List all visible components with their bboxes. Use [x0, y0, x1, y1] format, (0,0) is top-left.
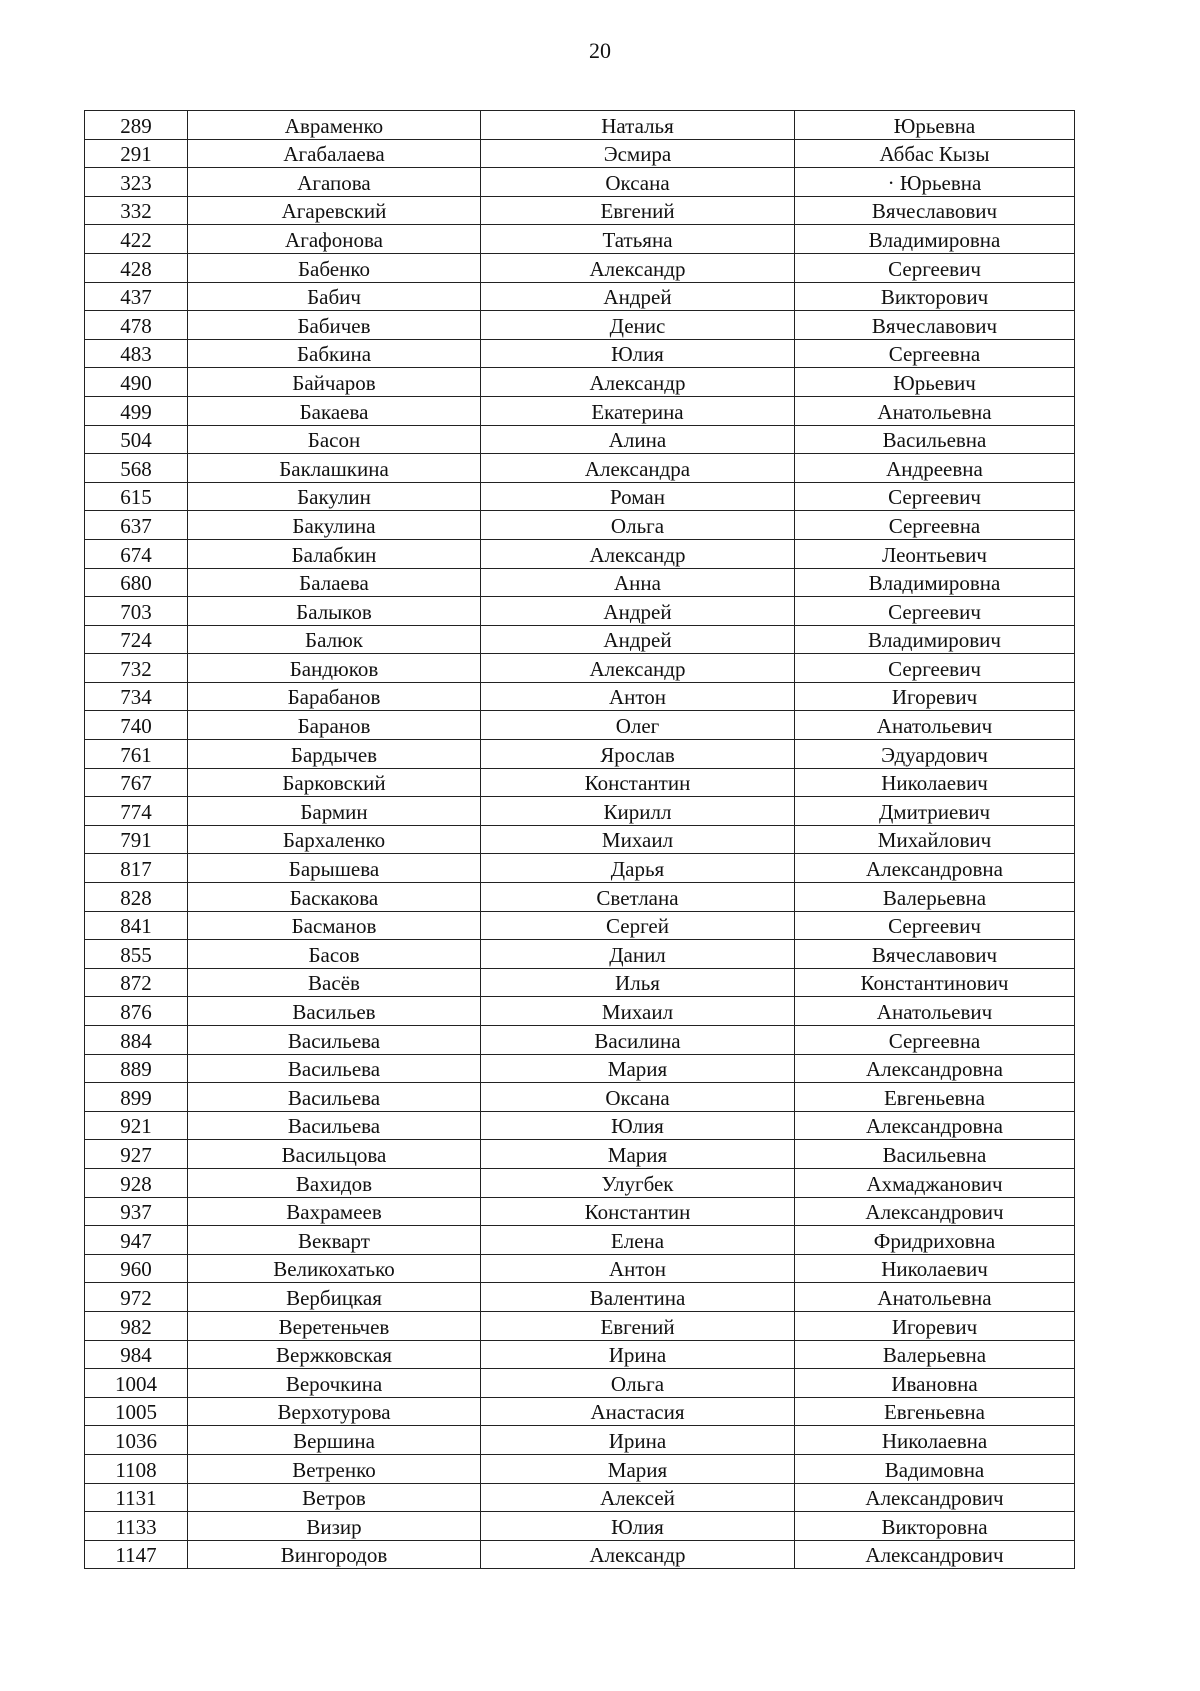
row-number-cell: 774 [85, 797, 188, 826]
row-number-cell: 921 [85, 1111, 188, 1140]
first-name-cell: Михаил [481, 997, 795, 1026]
patronymic-cell: Сергеевна [795, 339, 1075, 368]
patronymic-cell: Сергеевич [795, 253, 1075, 282]
first-name-cell: Эсмира [481, 139, 795, 168]
row-number-cell: 1005 [85, 1397, 188, 1426]
patronymic-cell: Вячеславович [795, 196, 1075, 225]
last-name-cell: Васильев [188, 997, 481, 1026]
row-number-cell: 984 [85, 1340, 188, 1369]
last-name-cell: Балабкин [188, 539, 481, 568]
row-number-cell: 437 [85, 282, 188, 311]
last-name-cell: Баскакова [188, 883, 481, 912]
first-name-cell: Мария [481, 1054, 795, 1083]
last-name-cell: Бардычев [188, 740, 481, 769]
row-number-cell: 791 [85, 825, 188, 854]
first-name-cell: Константин [481, 1197, 795, 1226]
table-row [85, 625, 1075, 654]
row-number-cell: 499 [85, 396, 188, 425]
patronymic-cell: Николаевич [795, 1254, 1075, 1283]
patronymic-cell: Валерьевна [795, 1340, 1075, 1369]
patronymic-cell: Анатольевич [795, 711, 1075, 740]
table-row [85, 339, 1075, 368]
table-row [85, 1426, 1075, 1455]
first-name-cell: Мария [481, 1140, 795, 1169]
last-name-cell: Бармин [188, 797, 481, 826]
table-row [85, 1311, 1075, 1340]
last-name-cell: Барковский [188, 768, 481, 797]
patronymic-cell: Александрович [795, 1540, 1075, 1569]
first-name-cell: Алексей [481, 1483, 795, 1512]
last-name-cell: Агабалаева [188, 139, 481, 168]
last-name-cell: Великохатько [188, 1254, 481, 1283]
table-row [85, 597, 1075, 626]
row-number-cell: 428 [85, 253, 188, 282]
row-number-cell: 289 [85, 111, 188, 140]
last-name-cell: Васильева [188, 1054, 481, 1083]
row-number-cell: 703 [85, 597, 188, 626]
row-number-cell: 680 [85, 568, 188, 597]
row-number-cell: 817 [85, 854, 188, 883]
table-row [85, 425, 1075, 454]
patronymic-cell: Анатольевич [795, 997, 1075, 1026]
patronymic-cell: Валерьевна [795, 883, 1075, 912]
patronymic-cell: Юрьевич [795, 368, 1075, 397]
table-row [85, 139, 1075, 168]
last-name-cell: Балаева [188, 568, 481, 597]
patronymic-cell: Вячеславович [795, 940, 1075, 969]
first-name-cell: Юлия [481, 339, 795, 368]
first-name-cell: Сергей [481, 911, 795, 940]
table-row [85, 454, 1075, 483]
last-name-cell: Балыков [188, 597, 481, 626]
first-name-cell: Дарья [481, 854, 795, 883]
patronymic-cell: Михайлович [795, 825, 1075, 854]
page-number: 20 [589, 38, 611, 63]
last-name-cell: Балюк [188, 625, 481, 654]
row-number-cell: 732 [85, 654, 188, 683]
last-name-cell: Агафонова [188, 225, 481, 254]
patronymic-cell: Игоревич [795, 682, 1075, 711]
first-name-cell: Андрей [481, 625, 795, 654]
roster-table-body [85, 111, 1075, 1569]
patronymic-cell: Александровна [795, 854, 1075, 883]
first-name-cell: Александр [481, 1540, 795, 1569]
first-name-cell: Андрей [481, 597, 795, 626]
patronymic-cell: Васильевна [795, 1140, 1075, 1169]
table-row [85, 883, 1075, 912]
first-name-cell: Кирилл [481, 797, 795, 826]
last-name-cell: Баранов [188, 711, 481, 740]
patronymic-cell: Сергеевна [795, 1026, 1075, 1055]
last-name-cell: Авраменко [188, 111, 481, 140]
patronymic-cell: Александровна [795, 1111, 1075, 1140]
row-number-cell: 504 [85, 425, 188, 454]
row-number-cell: 1004 [85, 1369, 188, 1398]
table-row [85, 1083, 1075, 1112]
row-number-cell: 972 [85, 1283, 188, 1312]
last-name-cell: Вержковская [188, 1340, 481, 1369]
row-number-cell: 724 [85, 625, 188, 654]
patronymic-cell: Игоревич [795, 1311, 1075, 1340]
table-row [85, 1226, 1075, 1255]
first-name-cell: Оксана [481, 1083, 795, 1112]
row-number-cell: 734 [85, 682, 188, 711]
row-number-cell: 490 [85, 368, 188, 397]
first-name-cell: Александр [481, 253, 795, 282]
last-name-cell: Бабичев [188, 311, 481, 340]
last-name-cell: Вахидов [188, 1168, 481, 1197]
last-name-cell: Барабанов [188, 682, 481, 711]
last-name-cell: Васильцова [188, 1140, 481, 1169]
table-row [85, 1026, 1075, 1055]
roster-table [84, 110, 1075, 1569]
row-number-cell: 889 [85, 1054, 188, 1083]
row-number-cell: 872 [85, 968, 188, 997]
row-number-cell: 291 [85, 139, 188, 168]
row-number-cell: 828 [85, 883, 188, 912]
last-name-cell: Бакаева [188, 396, 481, 425]
table-row [85, 1168, 1075, 1197]
table-row [85, 1140, 1075, 1169]
table-row [85, 396, 1075, 425]
row-number-cell: 876 [85, 997, 188, 1026]
last-name-cell: Верочкина [188, 1369, 481, 1398]
first-name-cell: Елена [481, 1226, 795, 1255]
patronymic-cell: Анатольевна [795, 396, 1075, 425]
patronymic-cell: Леонтьевич [795, 539, 1075, 568]
table-row [85, 1111, 1075, 1140]
row-number-cell: 674 [85, 539, 188, 568]
table-row [85, 854, 1075, 883]
table-row [85, 968, 1075, 997]
last-name-cell: Вербицкая [188, 1283, 481, 1312]
table-row [85, 1254, 1075, 1283]
first-name-cell: Евгений [481, 196, 795, 225]
patronymic-cell: · Юрьевна [795, 168, 1075, 197]
first-name-cell: Ольга [481, 511, 795, 540]
last-name-cell: Вингородов [188, 1540, 481, 1569]
table-row [85, 196, 1075, 225]
patronymic-cell: Вячеславович [795, 311, 1075, 340]
last-name-cell: Визир [188, 1512, 481, 1541]
last-name-cell: Ветров [188, 1483, 481, 1512]
table-row [85, 1369, 1075, 1398]
first-name-cell: Андрей [481, 282, 795, 311]
patronymic-cell: Александровна [795, 1054, 1075, 1083]
row-number-cell: 1108 [85, 1454, 188, 1483]
patronymic-cell: Викторовна [795, 1512, 1075, 1541]
table-row [85, 1540, 1075, 1569]
patronymic-cell: Сергеевич [795, 911, 1075, 940]
first-name-cell: Ирина [481, 1426, 795, 1455]
patronymic-cell: Владимировна [795, 568, 1075, 597]
table-row [85, 940, 1075, 969]
row-number-cell: 332 [85, 196, 188, 225]
table-row [85, 1483, 1075, 1512]
last-name-cell: Вахрамеев [188, 1197, 481, 1226]
row-number-cell: 855 [85, 940, 188, 969]
table-row [85, 825, 1075, 854]
patronymic-cell: Александрович [795, 1197, 1075, 1226]
row-number-cell: 1131 [85, 1483, 188, 1512]
last-name-cell: Байчаров [188, 368, 481, 397]
patronymic-cell: Владимирович [795, 625, 1075, 654]
first-name-cell: Ярослав [481, 740, 795, 769]
last-name-cell: Ветренко [188, 1454, 481, 1483]
table-row [85, 1340, 1075, 1369]
first-name-cell: Данил [481, 940, 795, 969]
table-row [85, 282, 1075, 311]
first-name-cell: Анастасия [481, 1397, 795, 1426]
row-number-cell: 1133 [85, 1512, 188, 1541]
row-number-cell: 483 [85, 339, 188, 368]
table-row [85, 1197, 1075, 1226]
row-number-cell: 637 [85, 511, 188, 540]
last-name-cell: Басманов [188, 911, 481, 940]
table-row [85, 768, 1075, 797]
last-name-cell: Верхотурова [188, 1397, 481, 1426]
table-row [85, 1397, 1075, 1426]
first-name-cell: Наталья [481, 111, 795, 140]
table-row [85, 311, 1075, 340]
table-row [85, 797, 1075, 826]
last-name-cell: Васильева [188, 1083, 481, 1112]
first-name-cell: Екатерина [481, 396, 795, 425]
patronymic-cell: Евгеньевна [795, 1083, 1075, 1112]
first-name-cell: Александр [481, 368, 795, 397]
row-number-cell: 937 [85, 1197, 188, 1226]
table-row [85, 1283, 1075, 1312]
last-name-cell: Барышева [188, 854, 481, 883]
first-name-cell: Константин [481, 768, 795, 797]
patronymic-cell: Владимировна [795, 225, 1075, 254]
row-number-cell: 740 [85, 711, 188, 740]
row-number-cell: 761 [85, 740, 188, 769]
first-name-cell: Светлана [481, 883, 795, 912]
last-name-cell: Бабкина [188, 339, 481, 368]
last-name-cell: Бабенко [188, 253, 481, 282]
patronymic-cell: Евгеньевна [795, 1397, 1075, 1426]
patronymic-cell: Николаевич [795, 768, 1075, 797]
first-name-cell: Татьяна [481, 225, 795, 254]
table-row [85, 368, 1075, 397]
last-name-cell: Басон [188, 425, 481, 454]
patronymic-cell: Дмитриевич [795, 797, 1075, 826]
table-row [85, 1512, 1075, 1541]
first-name-cell: Роман [481, 482, 795, 511]
last-name-cell: Бакулина [188, 511, 481, 540]
patronymic-cell: Васильевна [795, 425, 1075, 454]
table-row [85, 997, 1075, 1026]
first-name-cell: Евгений [481, 1311, 795, 1340]
first-name-cell: Илья [481, 968, 795, 997]
last-name-cell: Вершина [188, 1426, 481, 1455]
table-row [85, 225, 1075, 254]
row-number-cell: 323 [85, 168, 188, 197]
last-name-cell: Векварт [188, 1226, 481, 1255]
row-number-cell: 928 [85, 1168, 188, 1197]
first-name-cell: Михаил [481, 825, 795, 854]
last-name-cell: Басов [188, 940, 481, 969]
row-number-cell: 615 [85, 482, 188, 511]
patronymic-cell: Анатольевна [795, 1283, 1075, 1312]
patronymic-cell: Сергеевич [795, 597, 1075, 626]
table-row [85, 511, 1075, 540]
first-name-cell: Юлия [481, 1111, 795, 1140]
row-number-cell: 1036 [85, 1426, 188, 1455]
last-name-cell: Бандюков [188, 654, 481, 683]
patronymic-cell: Аббас Кызы [795, 139, 1075, 168]
last-name-cell: Веретеньчев [188, 1311, 481, 1340]
patronymic-cell: Николаевна [795, 1426, 1075, 1455]
row-number-cell: 927 [85, 1140, 188, 1169]
row-number-cell: 568 [85, 454, 188, 483]
table-row [85, 711, 1075, 740]
first-name-cell: Ирина [481, 1340, 795, 1369]
table-row [85, 111, 1075, 140]
table-row [85, 682, 1075, 711]
row-number-cell: 884 [85, 1026, 188, 1055]
table-row [85, 911, 1075, 940]
first-name-cell: Улугбек [481, 1168, 795, 1197]
first-name-cell: Валентина [481, 1283, 795, 1312]
first-name-cell: Александра [481, 454, 795, 483]
last-name-cell: Баклашкина [188, 454, 481, 483]
last-name-cell: Васильева [188, 1026, 481, 1055]
last-name-cell: Васёв [188, 968, 481, 997]
row-number-cell: 478 [85, 311, 188, 340]
row-number-cell: 767 [85, 768, 188, 797]
first-name-cell: Антон [481, 682, 795, 711]
row-number-cell: 960 [85, 1254, 188, 1283]
first-name-cell: Юлия [481, 1512, 795, 1541]
row-number-cell: 899 [85, 1083, 188, 1112]
last-name-cell: Агапова [188, 168, 481, 197]
first-name-cell: Оксана [481, 168, 795, 197]
table-row [85, 654, 1075, 683]
patronymic-cell: Фридриховна [795, 1226, 1075, 1255]
table-row [85, 168, 1075, 197]
first-name-cell: Денис [481, 311, 795, 340]
row-number-cell: 422 [85, 225, 188, 254]
patronymic-cell: Александрович [795, 1483, 1075, 1512]
first-name-cell: Алина [481, 425, 795, 454]
last-name-cell: Агаревский [188, 196, 481, 225]
patronymic-cell: Юрьевна [795, 111, 1075, 140]
patronymic-cell: Андреевна [795, 454, 1075, 483]
table-row [85, 482, 1075, 511]
row-number-cell: 1147 [85, 1540, 188, 1569]
first-name-cell: Александр [481, 539, 795, 568]
first-name-cell: Василина [481, 1026, 795, 1055]
table-row [85, 1454, 1075, 1483]
first-name-cell: Мария [481, 1454, 795, 1483]
patronymic-cell: Сергеевич [795, 482, 1075, 511]
table-row [85, 740, 1075, 769]
first-name-cell: Олег [481, 711, 795, 740]
table-row [85, 1054, 1075, 1083]
first-name-cell: Ольга [481, 1369, 795, 1398]
row-number-cell: 947 [85, 1226, 188, 1255]
patronymic-cell: Сергеевна [795, 511, 1075, 540]
last-name-cell: Бабич [188, 282, 481, 311]
last-name-cell: Бархаленко [188, 825, 481, 854]
table-row [85, 568, 1075, 597]
table-row [85, 539, 1075, 568]
patronymic-cell: Константинович [795, 968, 1075, 997]
patronymic-cell: Ивановна [795, 1369, 1075, 1398]
patronymic-cell: Викторович [795, 282, 1075, 311]
patronymic-cell: Ахмаджанович [795, 1168, 1075, 1197]
patronymic-cell: Вадимовна [795, 1454, 1075, 1483]
first-name-cell: Анна [481, 568, 795, 597]
table-row [85, 253, 1075, 282]
first-name-cell: Антон [481, 1254, 795, 1283]
row-number-cell: 982 [85, 1311, 188, 1340]
last-name-cell: Васильева [188, 1111, 481, 1140]
row-number-cell: 841 [85, 911, 188, 940]
patronymic-cell: Сергеевич [795, 654, 1075, 683]
patronymic-cell: Эдуардович [795, 740, 1075, 769]
first-name-cell: Александр [481, 654, 795, 683]
last-name-cell: Бакулин [188, 482, 481, 511]
